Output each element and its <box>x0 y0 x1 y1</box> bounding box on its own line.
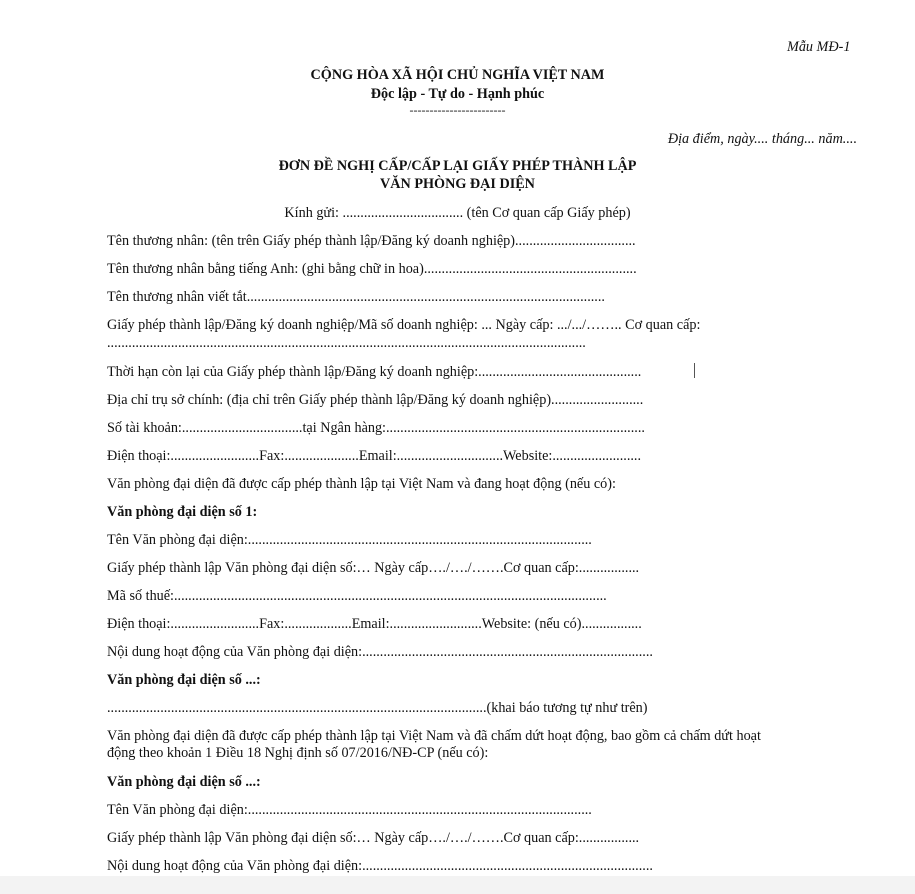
place-date: Địa điểm, ngày.... tháng... năm.... <box>667 131 857 147</box>
office-1-name-line: Tên Văn phòng đại diện:................................................................................................. <box>107 532 592 548</box>
office-m-activity-line: Nội dung hoạt động của Văn phòng đại diện:.................................................................................. <box>107 858 653 874</box>
terminated-intro-line-1: Văn phòng đại diện đã được cấp phép thành lập tại Việt Nam và đã chấm dứt hoạt động, bao gồm cả chấm dứt hoạt <box>107 728 761 744</box>
office-1-heading: Văn phòng đại diện số 1: <box>107 504 258 520</box>
office-m-name-line: Tên Văn phòng đại diện:................................................................................................. <box>107 802 592 818</box>
remaining-term-line: Thời hạn còn lại của Giấy phép thành lập/Đăng ký doanh nghiệp:.............................................. <box>107 364 642 380</box>
office-n-declare-line: ...........................................................................................................(khai báo tương tự như trên) <box>107 700 648 716</box>
office-m-license-line: Giấy phép thành lập Văn phòng đại diện số:… Ngày cấp…./…./…….Cơ quan cấp:................. <box>107 830 640 846</box>
country-header: CỘNG HÒA XÃ HỘI CHỦ NGHĨA VIỆT NAM <box>310 67 605 83</box>
account-line: Số tài khoản:..................................tại Ngân hàng:......................................................................... <box>107 420 645 436</box>
title-line-1: ĐƠN ĐỀ NGHỊ CẤP/CẤP LẠI GIẤY PHÉP THÀNH LẬP <box>278 158 637 174</box>
page-gap <box>0 876 915 894</box>
trader-name-line: Tên thương nhân: (tên trên Giấy phép thành lập/Đăng ký doanh nghiệp).................................. <box>107 233 636 249</box>
office-n-heading: Văn phòng đại diện số ...: <box>107 672 261 688</box>
terminated-intro-line-2: động theo khoản 1 Điều 18 Nghị định số 07/2016/NĐ-CP (nếu có): <box>107 745 489 761</box>
existing-offices-intro: Văn phòng đại diện đã được cấp phép thành lập tại Việt Nam và đang hoạt động (nếu có): <box>107 476 616 492</box>
trader-abbr-line: Tên thương nhân viết tắt..................................................................................................... <box>107 289 605 305</box>
office-1-activity-line: Nội dung hoạt động của Văn phòng đại diện:.................................................................................. <box>107 644 653 660</box>
form-code: Mẫu MĐ-1 <box>787 39 851 55</box>
license-info-dots: ....................................................................................................................................... <box>107 335 586 351</box>
title-line-2: VĂN PHÒNG ĐẠI DIỆN <box>380 176 535 192</box>
office-m-heading: Văn phòng đại diện số ...: <box>107 774 261 790</box>
contact-line: Điện thoại:.........................Fax:.....................Email:..............................Website:......................... <box>107 448 642 464</box>
motto: Độc lập - Tự do - Hạnh phúc <box>370 86 545 102</box>
office-1-tax-line: Mã số thuế:.......................................................................................................................... <box>107 588 607 604</box>
trader-name-en-line: Tên thương nhân bằng tiếng Anh: (ghi bằng chữ in hoa)............................................................ <box>107 261 637 277</box>
office-1-license-line: Giấy phép thành lập Văn phòng đại diện số:… Ngày cấp…./…./…….Cơ quan cấp:................. <box>107 560 640 576</box>
header-separator: ------------------------ <box>409 103 506 117</box>
license-info-line: Giấy phép thành lập/Đăng ký doanh nghiệp/Mã số doanh nghiệp: ... Ngày cấp: .../.../…….. Cơ quan cấp: <box>107 317 701 333</box>
text-cursor <box>694 363 695 378</box>
head-office-line: Địa chỉ trụ sở chính: (địa chỉ trên Giấy phép thành lập/Đăng ký doanh nghiệp).......................... <box>107 392 644 408</box>
recipient-line: Kính gửi: .................................. (tên Cơ quan cấp Giấy phép) <box>284 205 631 221</box>
office-1-contact-line: Điện thoại:.........................Fax:...................Email:..........................Website: (nếu có)................. <box>107 616 642 632</box>
